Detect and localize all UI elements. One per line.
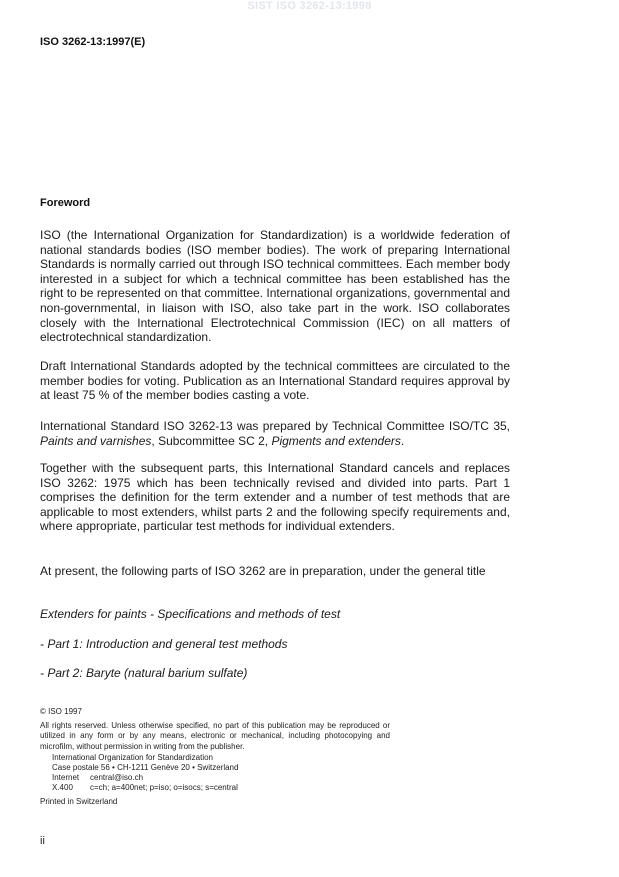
internet-label: Internet [52,773,80,782]
sc-title: Pigments and extenders [271,433,401,448]
x400-contact [52,783,238,793]
tc-title: Paints and varnishes [40,433,152,448]
foreword-paragraph-2: Draft International Standards adopted by the technical committees are circulated to the member bodies for voting. Publication as an International Standard requires approval by at least 75 % of the member bodies casting a vote. [40,359,510,403]
foreword-paragraph-3 [40,419,510,448]
foreword-paragraph-5: At present, the following parts of ISO 3262 are in preparation, under the general title [40,564,486,578]
watermark: SIST ISO 3262-13:1998 [247,0,372,12]
document-id: ISO 3262-13:1997(E) [40,36,146,48]
para3-text-a: International Standard ISO 3262-13 was prepared by Technical Committee ISO/TC 35, [40,419,510,433]
foreword-paragraph-1: ISO (the International Organization for Standardization) is a worldwide federation of national standards bodies (ISO member bodies). The work of preparing International Standards is normally carried out through ISO technical committees. Each member body interested in a subject for which a technical committee has been established has the right to be represented on that committee. International organizations, governmental and non-governmental, in liaison with ISO, also take part in the work. ISO collaborates closely with the International Electrotechnical Commission (IEC) on all matters of electrotechnical standardization. [40,228,510,345]
foreword-paragraph-4: Together with the subsequent parts, this International Standard cancels and replaces ISO 3262: 1975 which has been technically revised and divided into parts. Part 1 comprises the definition for the term extender and a number of test methods that are applicable to most extenders, whilst parts 2 and the following specify requirements and, where appropriate, particular test methods for individual extenders. [40,461,510,534]
rights-statement: All rights reserved. Unless otherwise specified, no part of this publication may be reproduced or utilized in any form or by any means, electronic or mechanical, including photocopying and microfilm, without permission in writing from the publisher. [40,721,390,751]
printed-in: Printed in Switzerland [40,797,118,806]
foreword-heading: Foreword [40,197,91,209]
internet-contact [52,773,143,783]
part-1-title: - Part 1: Introduction and general test methods [40,637,288,651]
x400-value: c=ch; a=400net; p=iso; o=isocs; s=central [90,783,238,792]
postal-address: Case postale 56 • CH-1211 Genève 20 • Switzerland [52,763,239,772]
copyright-line: © ISO 1997 [40,707,82,716]
para3-text-e: . [400,433,405,448]
internet-value: central@iso.ch [90,773,144,782]
page-number: ii [40,835,45,847]
series-title: Extenders for paints - Specifications and methods of test [40,607,341,621]
organization-name: International Organization for Standardization [52,753,213,762]
para3-text-c: , Subcommittee SC 2, [151,433,272,448]
part-2-title: - Part 2: Baryte (natural barium sulfate) [40,666,248,680]
x400-label: X.400 [52,783,73,792]
